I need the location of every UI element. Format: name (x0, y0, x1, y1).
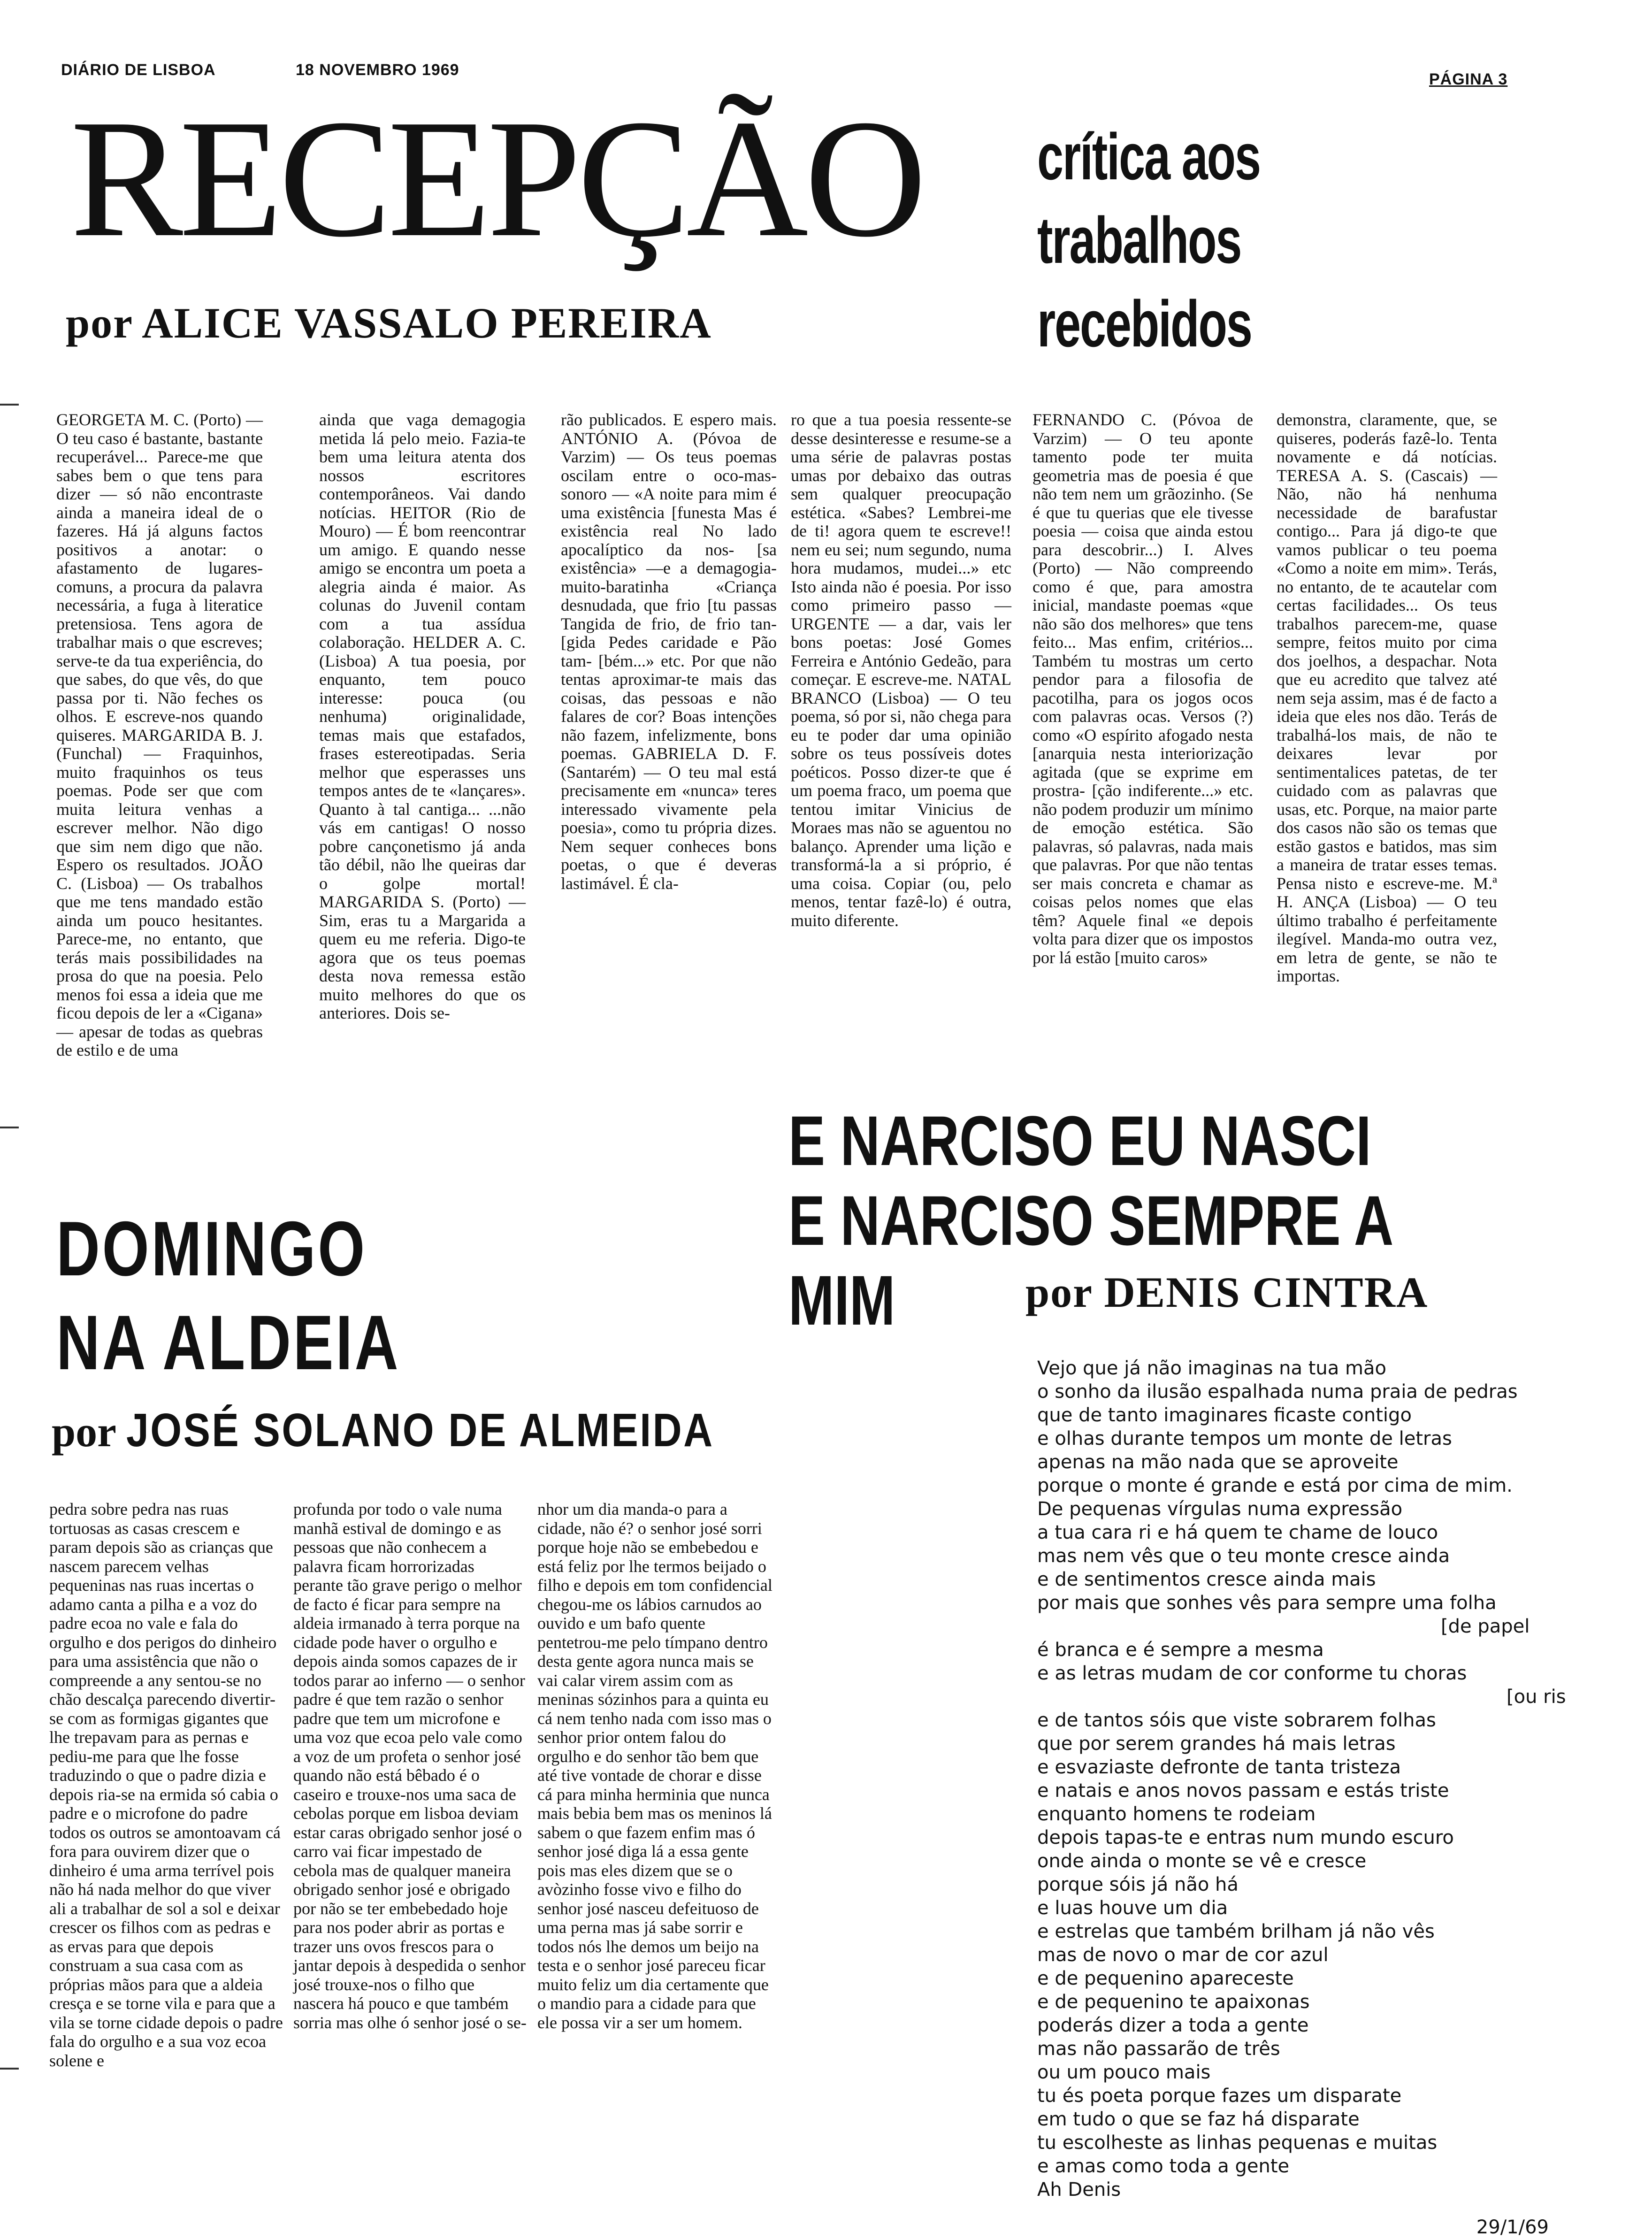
criticism-column-1: GEORGETA M. C. (Porto) — O teu caso é bastante, bastante recuperável... Parece-me que sabes bem o que tens para dizer — só não encontraste ainda a maneira ideal de o fazeres. Há já alguns factos positivos a anotar: o afastamento de lugares-comuns, a procura da palavra necessária, a fuga à literatice pretensiosa. Tens agora de trabalhar mais o que escreves; serve-te da tua experiência, do que sabes, do que vês, do que passa por ti. Não feches os olhos. E escreve-nos quando quiseres. MARGARIDA B. J. (Funchal) — Fraquinhos, muito fraquinhos os teus poemas. Pode ser que com muita leitura venhas a escrever melhor. Não digo que sim nem digo que não. Espero os resultados. JOÃO C. (Lisboa) — Os trabalhos que me tens mandado estão ainda um pouco hesitantes. Parece-me, no entanto, que terás mais possibilidades na prosa do que na poesia. Pelo menos foi essa a ideia que me ficou depois de ler a «Cigana» — apesar de todas as quebras de estilo e de uma (56, 410, 263, 1059)
section-subtitle-line2: recebidos (1037, 287, 1252, 360)
poem-line: é branca e é sempre a mesma (1037, 1639, 1324, 1661)
poem-date: 29/1/69 (1476, 2216, 1549, 2238)
poem-line: e de pequenino te apaixonas (1037, 1991, 1310, 2013)
poem-line: [de papel (1441, 1616, 1530, 1637)
margin-mark (0, 2068, 19, 2070)
poem-line: [ou ris (1507, 1686, 1566, 1708)
margin-mark (0, 1127, 19, 1128)
poem-line: porque o monte é grande e está por cima de mim. (1037, 1475, 1513, 1496)
poem-line: Vejo que já não imaginas na tua mão (1037, 1357, 1386, 1379)
criticism-column-2: ainda que vaga demagogia metida lá pelo meio. Fazia-te bem uma leitura atenta dos nossos escritores contemporâneos. Vai dando notícias. HEITOR (Rio de Mouro) — É bom reencontrar um amigo. E quando nesse amigo se encontra um poeta a alegria ainda é maior. As colunas do Juvenil contam com a tua assídua colaboração. HELDER A. C. (Lisboa) A tua poesia, por enquanto, tem pouco interesse: pouca (ou nenhuma) originalidade, temas mais que estafados, frases estereotipadas. Seria melhor que esperasses uns tempos antes de te «lançares». Quanto à tal cantiga... ...não vás em cantigas! O nosso pobre cançonetismo já anda tão débil, não lhe queiras dar o golpe mortal! MARGARIDA S. (Porto) — Sim, eras tu a Margarida a quem eu me referia. Digo-te agora que os teus poemas desta nova remessa estão muito melhores do que os anteriores. Dois se- (319, 410, 526, 1022)
section-byline-author: ALICE VASSALO PEREIRA (142, 299, 712, 347)
poem-line: e esvaziaste defronte de tanta tristeza (1037, 1756, 1401, 1778)
masthead-date: 18 NOVEMBRO 1969 (296, 61, 459, 79)
poem-line: porque sóis já não há (1037, 1874, 1239, 1895)
criticism-column-5: FERNANDO C. (Póvoa de Varzim) — O teu aponte tamento pode ter muita geometria mas de poesia é que não tem nem um grãozinho. (Se é que tu querias que ele tivesse poesia — coisa que ainda estou para descobrir...) I. Alves (Porto) — Não compreendo como é que, para amostra inicial, mandaste poemas «que não são dos melhores» que tens feito... Mas enfim, critérios... Também tu mostras um certo pendor para a filosofia de pacotilha, para os jogos ocos com palavras ocas. Versos (?) como «O espírito afogado nesta [anarquia nesta interiorização agitada (que se exprime em prostra- [ção indiferente...» etc. não podem produzir um mínimo de emoção estética. São palavras, só palavras, nada mais que palavras. Por que não tentas ser mais concreta e chamar as coisas pelos nomes que elas têm? Aquele final «e depois volta para dizer que os impostos por lá estão [muito caros» (1032, 410, 1253, 967)
section-subtitle (1037, 115, 1460, 366)
masthead-paper: DIÁRIO DE LISBOA (61, 61, 216, 79)
section-subtitle-line1: crítica aos trabalhos (1037, 120, 1260, 277)
story-column-2: profunda por todo o vale numa manhã estival de domingo e as pessoas que não conhecem a palavra ficam horrorizadas perante tão grave perigo o melhor de facto é ficar para sempre na aldeia irmanado à terra porque na cidade pode haver o orgulho e depois ainda somos capazes de ir todos parar ao inferno — o senhor padre é que tem razão o senhor padre que tem um microfone e uma voz que ecoa pelo vale como a voz de um profeta o senhor josé quando não está bêbado é o caseiro e trouxe-nos uma saca de cebolas porque em lisboa deviam estar caras obrigado senhor josé o carro vai ficar impestado de cebola mas de qualquer maneira obrigado senhor josé e obrigado por não se ter embebedado hoje para nos poder abrir as portas e trazer uns ovos frescos para o jantar depois à despedida o senhor josé trouxe-nos o filho que nascera há pouco e que também sorria mas olhe ó senhor josé o se- (293, 1500, 527, 2032)
poem-line: que por serem grandes há mais letras (1037, 1733, 1396, 1755)
poem-body (1037, 1357, 1568, 2239)
margin-mark (0, 404, 19, 406)
poem-byline-author: DENIS CINTRA (1104, 1268, 1429, 1316)
poem-line: que de tanto imaginares ficaste contigo (1037, 1404, 1412, 1426)
poem-line: e de tantos sóis que viste sobrarem folhas (1037, 1710, 1436, 1731)
poem-title-line2: E NARCISO SEMPRE A MIM (788, 1181, 1392, 1340)
poem-line: e luas houve um dia (1037, 1897, 1228, 1919)
poem-line: e amas como toda a gente (1037, 2155, 1290, 2177)
poem-title-line1: E NARCISO EU NASCI (788, 1101, 1371, 1180)
poem-line: depois tapas-te e entras num mundo escuro (1037, 1827, 1454, 1848)
poem-line: mas de novo o mar de cor azul (1037, 1944, 1329, 1966)
poem-line: por mais que sonhes vês para sempre uma folha (1037, 1592, 1497, 1614)
section-byline (66, 298, 712, 348)
poem-line: e natais e anos novos passam e estás triste (1037, 1780, 1449, 1802)
story-byline-por: por (52, 1408, 116, 1456)
poem-line: e de pequenino apareceste (1037, 1968, 1294, 1989)
poem-line: mas nem vês que o teu monte cresce ainda (1037, 1545, 1450, 1567)
story-byline-author: JOSÉ SOLANO DE ALMEIDA (126, 1404, 715, 1457)
criticism-column-4: ro que a tua poesia ressente-se desse desinteresse e resume-se a uma série de palavras postas umas por debaixo das outras sem qualquer preocupação estética. «Sabes? Lembrei-me de ti! agora quem te escreve!! nem eu sei; num segundo, numa hora mudamos, mudei...» etc Isto ainda não é poesia. Por isso como primeiro passo — URGENTE — a dar, vais ler bons poetas: José Gomes Ferreira e António Gedeão, para começar. E escreve-me. NATAL BRANCO (Lisboa) — O teu poema, só por si, não chega para eu te poder dar uma opinião sobre os teus possíveis dotes poéticos. Posso dizer-te que é um poema fraco, um poema que tentou imitar Vinicius de Moraes mas não se aguentou no balanço. Aprender uma lição e transformá-la a si próprio, é uma coisa. Copiar (ou, pelo menos, tentar fazê-lo) é outra, muito diferente. (791, 410, 1011, 930)
poem-line: e as letras mudam de cor conforme tu choras (1037, 1663, 1467, 1684)
poem-line: poderás dizer a toda a gente (1037, 2015, 1309, 2036)
section-title: RECEPÇÃO (70, 84, 923, 272)
poem-line: e de sentimentos cresce ainda mais (1037, 1569, 1376, 1590)
story-column-1: pedra sobre pedra nas ruas tortuosas as casas crescem e param depois são as crianças que nascem parecem velhas pequeninas nas ruas incertas o adamo canta a pilha e a voz do padre ecoa no vale e fala do orgulho e dos perigos do dinheiro para uma assistência que não o compreende a any sentou-se no chão descalça parecendo divertir-se com as formigas gigantes que lhe trepavam para as pernas e pediu-me para que lhe fosse traduzindo o que o padre dizia e depois ria-se na ermida só cabia o padre e o microfone do padre todos os outros se amontoavam cá fora para ouvirem dizer que o dinheiro é uma arma terrível pois não há nada melhor do que viver ali a trabalhar de sol a sol e deixar crescer os filhos com as pedras e as ervas para que depois construam a sua casa com as próprias mãos para que a aldeia cresça e se torne vila e para que a vila se torne cidade depois o padre fala do orgulho e a sua voz ecoa solene e (49, 1500, 283, 2070)
criticism-column-6: demonstra, claramente, que, se quiseres, poderás fazê-lo. Tenta novamente e dá notícias. TERESA A. S. (Cascais) — Não, não há nenhuma necessidade de barafustar contigo... Para já digo-te que vamos publicar o teu poema «Como a noite em mim». Terás, no entanto, de te acautelar com certas facilidades... Os teus trabalhos parecem-me, quase sempre, feitos muito por cima dos joelhos, a despachar. Nota que eu acredito que talvez até nem seja assim, mas é de facto a ideia que eles nos dão. Terás de trabalhá-los mais, de não te deixares levar por sentimentalices patetas, de ter cuidado com as palavras que usas, etc. Porque, na maior parte dos casos não são os temas que estão gastos e batidos, mas sim a maneira de tratar esses temas. Pensa nisto e escreve-me. M.ª H. ANÇA (Lisboa) — O teu último trabalho é perfeitamente ilegível. Manda-mo outra vez, em letra de gente, se não te importas. (1277, 410, 1497, 985)
poem-line: onde ainda o monte se vê e cresce (1037, 1850, 1367, 1872)
poem-line: tu és poeta porque fazes um disparate (1037, 2085, 1402, 2107)
page-number: PÁGINA 3 (1429, 70, 1508, 88)
poem-line: e olhas durante tempos um monte de letras (1037, 1428, 1452, 1449)
poem-line: ou um pouco mais (1037, 2062, 1211, 2083)
poem-line: enquanto homens te rodeiam (1037, 1803, 1316, 1825)
poem-line: mas não passarão de três (1037, 2038, 1280, 2060)
poem-byline (1025, 1267, 1428, 1317)
story-byline (52, 1403, 810, 1457)
section-byline-por: por (66, 299, 133, 347)
poem-line: em tudo o que se faz há disparate (1037, 2109, 1360, 2130)
poem-line: a tua cara ri e há quem te chame de louco (1037, 1522, 1438, 1543)
story-title (56, 1202, 400, 1389)
poem-line: tu escolheste as linhas pequenas e muitas (1037, 2132, 1438, 2154)
poem-byline-por: por (1025, 1268, 1093, 1316)
criticism-column-3: rão publicados. E espero mais. ANTÓNIO A. (Póvoa de Varzim) — Os teus poemas oscilam entre o oco-mas-sonoro — «A noite para mim é uma existência [funesta Mas é existência real No lado apocalíptico da nos- [sa existência» —e a demagogia-muito-baratinha «Criança desnudada, que frio [tu passas Tangida de frio, de frio tan- [gida Pedes caridade e Pão tam- [bém...» etc. Por que não tentas aproximar-te mais das coisas, das pessoas e não falares de cor? Boas intenções não fazem, infelizmente, bons poemas. GABRIELA D. F. (Santarém) — O teu mal está precisamente em «nunca» teres interessado vivamente pela poesia», como tu própria dizes. Nem sequer conheces bons poetas, o que é deveras lastimável. É cla- (561, 410, 777, 893)
poem-line: e estrelas que também brilham já não vês (1037, 1921, 1435, 1942)
story-title-line2: NA ALDEIA (56, 1299, 401, 1386)
story-title-line1: DOMINGO (56, 1205, 367, 1292)
story-column-3: nhor um dia manda-o para a cidade, não é? o senhor josé sorri porque hoje não se embebedou e está feliz por lhe termos beijado o filho e depois em tom confidencial chegou-me os lábios carnudos ao ouvido e um bafo quente pentetrou-me pelo tímpano dentro desta gente agora nunca mais se vai calar virem assim com as meninas sózinhos para a quinta eu cá nem tenho nada com isso mas o senhor prior ontem falou do orgulho e do senhor tão bem que até tive vontade de chorar e disse cá para minha herminia que nunca mais bebia bem mas os meninos lá sabem o que fazem enfim mas ó senhor josé diga lá a essa gente pois mas eles dizem que se o avòzinho fosse vivo e filho do senhor josé nasceu defeituoso de uma perna mas já sabe sorrir e todos nós lhe demos um beijo na testa e o senhor josé pareceu ficar muito feliz um dia certamente que o mandio para a cidade para que ele possa vir a ser um homem. (537, 1500, 772, 2032)
poem-line: o sonho da ilusão espalhada numa praia de pedras (1037, 1381, 1518, 1403)
poem-line: Ah Denis (1037, 2179, 1121, 2201)
poem-line: De pequenas vírgulas numa expressão (1037, 1498, 1403, 1520)
poem-line: apenas na mão nada que se aproveite (1037, 1451, 1399, 1473)
